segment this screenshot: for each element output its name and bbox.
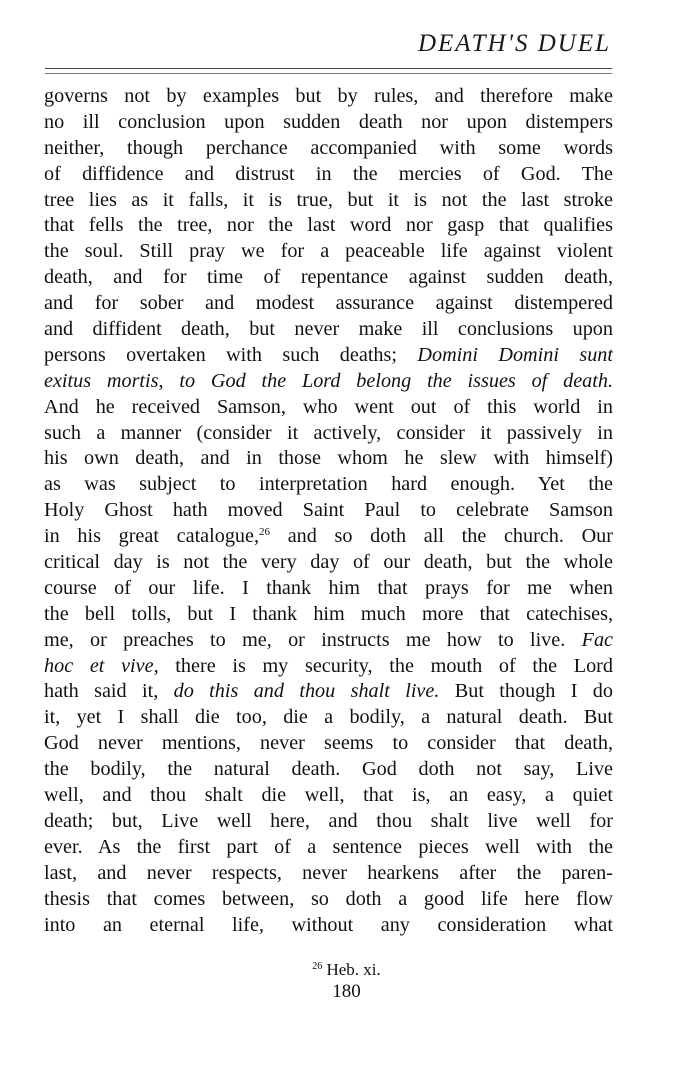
text-line: And he received Samson, who went out of this world in xyxy=(44,395,613,418)
footnote xyxy=(0,960,693,980)
footnote-reference: 26 xyxy=(259,526,271,539)
text-line: as was subject to interpretation hard enough. Yet the xyxy=(44,473,613,496)
text-line: thesis that comes between, so doth a good life here flow xyxy=(44,887,613,910)
text-line: death, and for time of repentance against sudden death, xyxy=(44,266,613,289)
text-line: ever. As the first part of a sentence pieces well with the xyxy=(44,835,613,858)
text-line: course of our life. I thank him that prays for me when xyxy=(44,576,613,599)
text-line: me, or preaches to me, or instructs me how to live. Fac xyxy=(44,628,613,651)
text-line: in his great catalogue,$^{26}$ and so doth all the church. Our xyxy=(44,525,613,548)
text-line: hoc et vive, there is my security, the mouth of the Lord xyxy=(44,654,613,677)
text-line: of diffidence and distrust in the mercies of God. The xyxy=(44,162,613,185)
text-line: critical day is not the very day of our death, but the whole xyxy=(44,551,613,574)
body-text xyxy=(44,84,613,938)
text-line: no ill conclusion upon sudden death nor upon distempers xyxy=(44,110,613,133)
text-line: it, yet I shall die too, die a bodily, a natural death. But xyxy=(44,706,613,729)
latin-phrase: Fac xyxy=(581,628,613,651)
text-line: the bell tolls, but I thank him much more that catechises, xyxy=(44,602,613,625)
text-line: exitus mortis, to God the Lord belong the issues of death. xyxy=(44,369,614,392)
text-line: well, and thou shalt die well, that is, an easy, a quiet xyxy=(44,784,613,807)
text-line: Holy Ghost hath moved Saint Paul to celebrate Samson xyxy=(44,499,613,522)
text-line: neither, though perchance accompanied with some words xyxy=(44,136,613,159)
text-line: hath said it, do this and thou shalt live. But though I do xyxy=(44,680,613,703)
latin-phrase: Domini Domini sunt xyxy=(417,343,614,366)
header-rule-bottom xyxy=(45,73,612,74)
footnote-marker: 26 xyxy=(312,961,323,972)
text-line: that fells the tree, nor the last word nor gasp that qualifies xyxy=(44,214,613,237)
text-line: the bodily, the natural death. God doth not say, Live xyxy=(44,758,613,781)
text-line: and for sober and modest assurance against distempered xyxy=(44,292,613,315)
text-line: tree lies as it falls, it is true, but it is not the last stroke xyxy=(44,188,613,211)
text-line: and diffident death, but never make ill conclusions upon xyxy=(44,318,613,341)
header-rule-top xyxy=(45,68,612,69)
footnote-text: Heb. xi. xyxy=(322,960,381,979)
text-line: last, and never respects, never hearkens after the paren- xyxy=(44,861,613,884)
text-line: the soul. Still pray we for a peaceable life against violent xyxy=(44,240,613,263)
text-line: such a manner (consider it actively, consider it passively in xyxy=(44,421,613,444)
text-line: into an eternal life, without any consideration what xyxy=(44,913,613,936)
text-line: death; but, Live well here, and thou shalt live well for xyxy=(44,809,613,832)
latin-phrase: hoc et vive xyxy=(44,654,154,677)
text-line: his own death, and in those whom he slew with himself) xyxy=(44,447,613,470)
translation-phrase: do this and thou shalt live. xyxy=(173,680,440,703)
running-title: DEATH'S DUEL xyxy=(417,30,611,57)
text-line: governs not by examples but by rules, and therefore make xyxy=(44,85,613,107)
text-line: God never mentions, never seems to consider that death, xyxy=(44,732,613,755)
text-line: persons overtaken with such deaths; Domini Domini sunt xyxy=(44,343,614,366)
page-number: 180 xyxy=(332,981,361,1002)
translation-phrase: to God the Lord belong the issues of death. xyxy=(179,369,614,392)
latin-phrase: exitus mortis xyxy=(44,369,159,392)
